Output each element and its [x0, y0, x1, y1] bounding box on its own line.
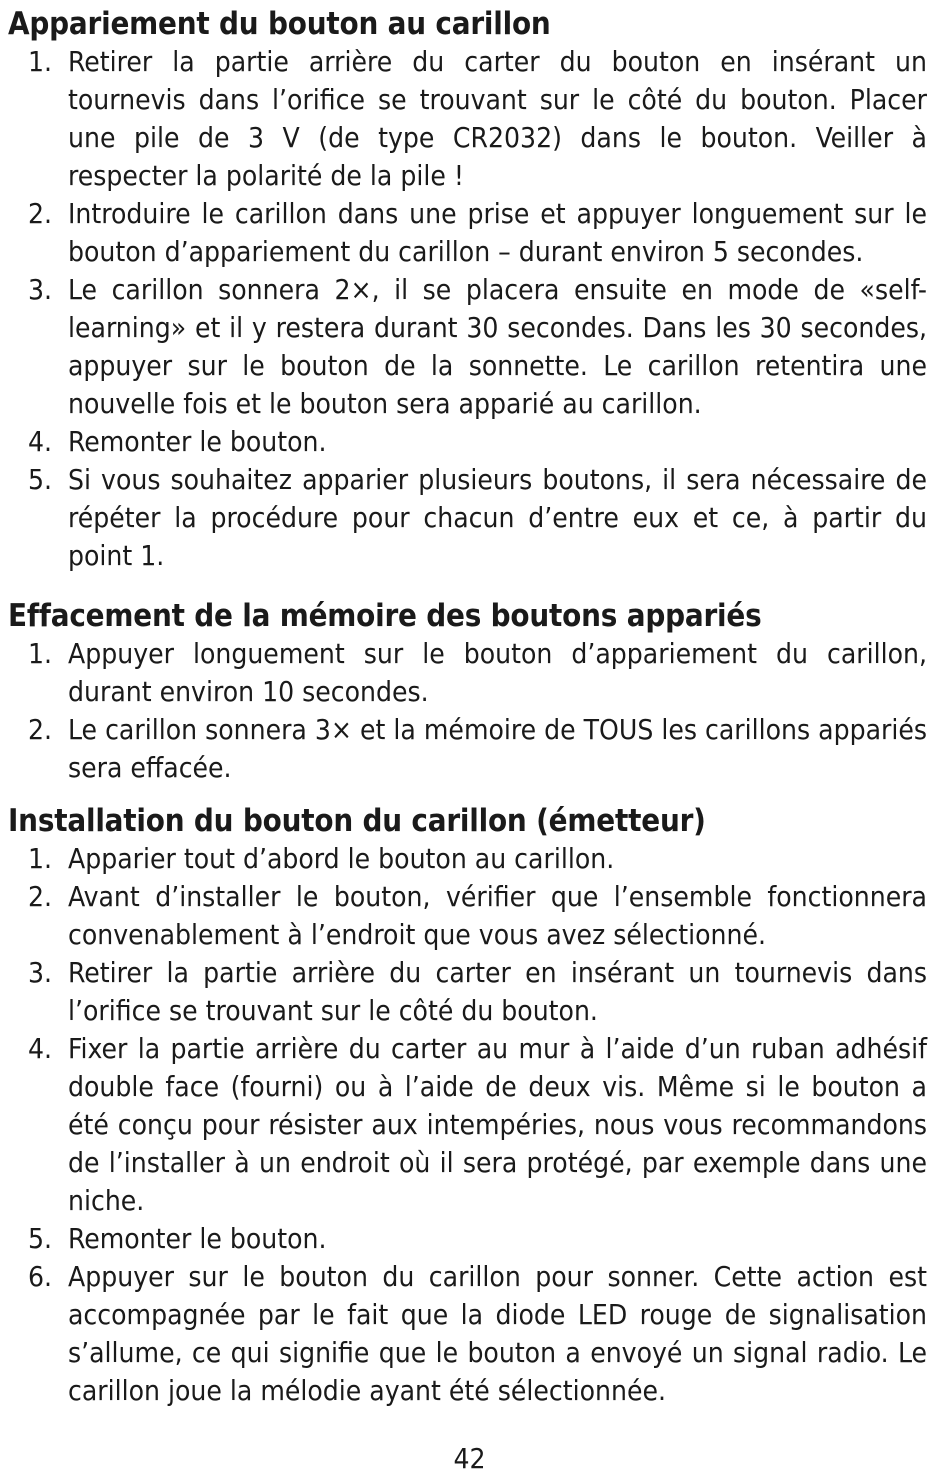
step-text: Apparier tout d’abord le bouton au carillon. [68, 842, 615, 875]
list-item [0, 1030, 939, 1220]
step-number: 1. [28, 842, 53, 875]
step-text: Introduire le carillon dans une prise et appuyer longuement sur le bouton d’appariement du carillon – durant environ 5 secondes. [68, 197, 927, 268]
step-text: Remonter le bouton. [68, 425, 327, 458]
step-number: 4. [28, 425, 53, 458]
step-text: Retirer la partie arrière du carter du bouton en insérant un tournevis dans l’orifice se trouvant sur le côté du bouton. Placer une pile de 3 V (de type CR2032) dans le bouton. Veiller à respecter la polarité de la pile ! [68, 45, 927, 192]
step-number: 3. [28, 956, 53, 989]
list-item [0, 271, 939, 423]
step-number: 4. [28, 1032, 53, 1065]
memory-erase-steps [0, 635, 939, 787]
list-item [0, 954, 939, 1030]
step-number: 2. [28, 197, 53, 230]
list-item [0, 1220, 939, 1258]
step-number: 5. [28, 463, 53, 496]
step-number: 5. [28, 1222, 53, 1255]
list-item [0, 711, 939, 787]
list-item [0, 43, 939, 195]
list-item [0, 878, 939, 954]
list-item [0, 840, 939, 878]
page-number: 42 [453, 1442, 486, 1475]
list-item [0, 195, 939, 271]
step-number: 1. [28, 45, 53, 78]
section-title-installation: Installation du bouton du carillon (émetteur) [8, 803, 706, 839]
step-number: 2. [28, 713, 53, 746]
list-item [0, 1258, 939, 1410]
step-text: Appuyer sur le bouton du carillon pour sonner. Cette action est accompagnée par le fait que la diode LED rouge de signalisation s’allume, ce qui signifie que le bouton a envoyé un signal radio. Le carillon joue la mélodie ayant été sélectionnée. [68, 1260, 927, 1407]
step-number: 1. [28, 637, 53, 670]
step-text: Remonter le bouton. [68, 1222, 327, 1255]
list-item [0, 423, 939, 461]
step-text: Si vous souhaitez apparier plusieurs boutons, il sera nécessaire de répéter la procédure pour chacun d’entre eux et ce, à partir du point 1. [68, 463, 927, 572]
step-number: 2. [28, 880, 53, 913]
step-text: Retirer la partie arrière du carter en insérant un tournevis dans l’orifice se trouvant sur le côté du bouton. [68, 956, 927, 1027]
list-item [0, 635, 939, 711]
step-text: Le carillon sonnera 2×, il se placera ensuite en mode de «self-learning» et il y restera durant 30 secondes. Dans les 30 secondes, appuyer sur le bouton de la sonnette. Le carillon retentira une nouvelle fois et le bouton sera apparié au carillon. [68, 273, 927, 420]
step-text: Avant d’installer le bouton, vérifier que l’ensemble fonctionnera convenablement à l’endroit que vous avez sélectionné. [68, 880, 927, 951]
step-number: 6. [28, 1260, 53, 1293]
step-text: Appuyer longuement sur le bouton d’appariement du carillon, durant environ 10 secondes. [68, 637, 927, 708]
section-title-memory-erase: Effacement de la mémoire des boutons appariés [8, 598, 762, 634]
step-text: Le carillon sonnera 3× et la mémoire de TOUS les carillons appariés sera effacée. [68, 713, 927, 784]
step-text: Fixer la partie arrière du carter au mur à l’aide d’un ruban adhésif double face (fourni) ou à l’aide de deux vis. Même si le bouton a été conçu pour résister aux intempéries, nous vous recommandons de l’installer à un endroit où il sera protégé, par exemple dans une niche. [68, 1032, 927, 1217]
installation-steps [0, 840, 939, 1410]
step-number: 3. [28, 273, 53, 306]
section-title-pairing: Appariement du bouton au carillon [8, 6, 551, 42]
pairing-steps [0, 43, 939, 575]
list-item [0, 461, 939, 575]
